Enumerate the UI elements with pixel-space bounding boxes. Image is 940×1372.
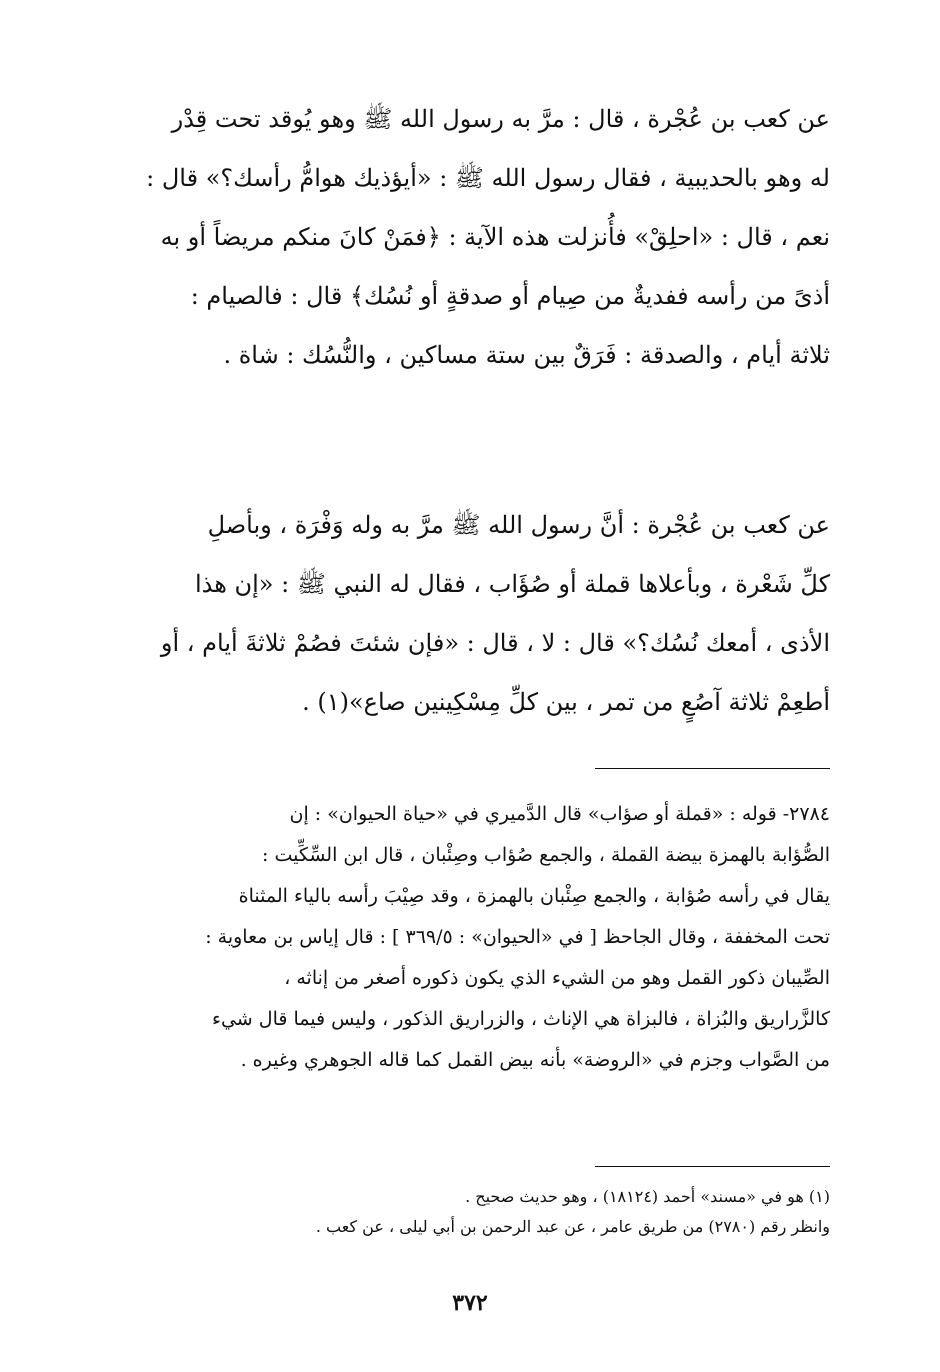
text-line: أطعِمْ ثلاثة آصُعٍ من تمر ، بين كلِّ مِسْكِينين صاع»(١) . bbox=[302, 688, 830, 716]
text-line: يقال في رأسه صُؤابة ، والجمع صِئْبان بالهمزة ، وقد صِيْبَ رأسه بالياء المثناة bbox=[238, 885, 830, 907]
text-line: كلِّ شَعْرة ، وبأعلاها قملة أو صُؤَاب ، فقال له النبي ﷺ : «إن هذا bbox=[194, 570, 830, 598]
text-line: أذىً من رأسه ففديةٌ من صِيام أو صدقةٍ أو نُسُك﴾ قال : فالصيام : bbox=[190, 282, 830, 310]
text-line: الأذى ، أمعك نُسُك؟» قال : لا ، قال : «فإن شئتَ فصُمْ ثلاثةَ أيام ، أو bbox=[160, 629, 830, 657]
commentary-divider bbox=[595, 768, 830, 769]
text-line: له وهو بالحديبية ، فقال رسول الله ﷺ : «أيؤذيك هوامُّ رأسك؟» قال : bbox=[146, 164, 830, 192]
text-line: عن كعب بن عُجْرة : أنَّ رسول الله ﷺ مرَّ به وله وَفْرَة ، وبأصلِ bbox=[207, 511, 830, 539]
text-line: ٢٧٨٤- قوله : «قملة أو صؤاب» قال الدَّميري في «حياة الحيوان» : إن bbox=[289, 803, 830, 825]
text-line: عن كعب بن عُجْرة ، قال : مرَّ به رسول الله ﷺ وهو يُوقد تحت قِدْر bbox=[171, 105, 830, 133]
footnote-line: وانظر رقم (٢٧٨٠) من طريق عامر ، عن عبد الرحمن بن أبي ليلى ، عن كعب . bbox=[315, 1217, 830, 1236]
footnote-divider bbox=[595, 1166, 830, 1167]
commentary bbox=[112, 794, 830, 1081]
text-line: الصِّيبان ذكور القمل وهو من الشيء الذي يكون ذكوره أصغر من إناثه ، bbox=[284, 967, 830, 989]
text-line: من الصَّواب وجزم في «الروضة» بأنه بيض القمل كما قاله الجوهري وغيره . bbox=[240, 1049, 830, 1071]
footnote-line: (١) هو في «مسند» أحمد (١٨١٢٤) ، وهو حديث صحيح . bbox=[465, 1187, 830, 1206]
text-line: ثلاثة أيام ، والصدقة : فَرَقٌ بين ستة مساكين ، والنُّسُك : شاة . bbox=[223, 341, 830, 369]
text-line: كالزَّراريق والبُزاة ، فالبزاة هي الإناث ، والزراريق الذكور ، وليس فيما قال شيء bbox=[212, 1008, 830, 1030]
page-number: ٣٧٢ bbox=[452, 1290, 488, 1316]
text-line: الصُّؤابة بالهمزة بيضة القملة ، والجمع صُؤاب وصِئْبان ، قال ابن السِّكِّيت : bbox=[262, 844, 830, 866]
hadith-text-2 bbox=[112, 496, 830, 732]
footnotes bbox=[112, 1182, 830, 1242]
hadith-text-1 bbox=[112, 90, 830, 385]
text-line: تحت المخففة ، وقال الجاحظ [ في «الحيوان» : ٣٦٩/٥ ] : قال إياس بن معاوية : bbox=[205, 926, 830, 948]
text-line: نعم ، قال : «احلِقْ» فأُنزلت هذه الآية : ﴿فمَنْ كانَ منكم مريضاً أو به bbox=[160, 223, 830, 251]
